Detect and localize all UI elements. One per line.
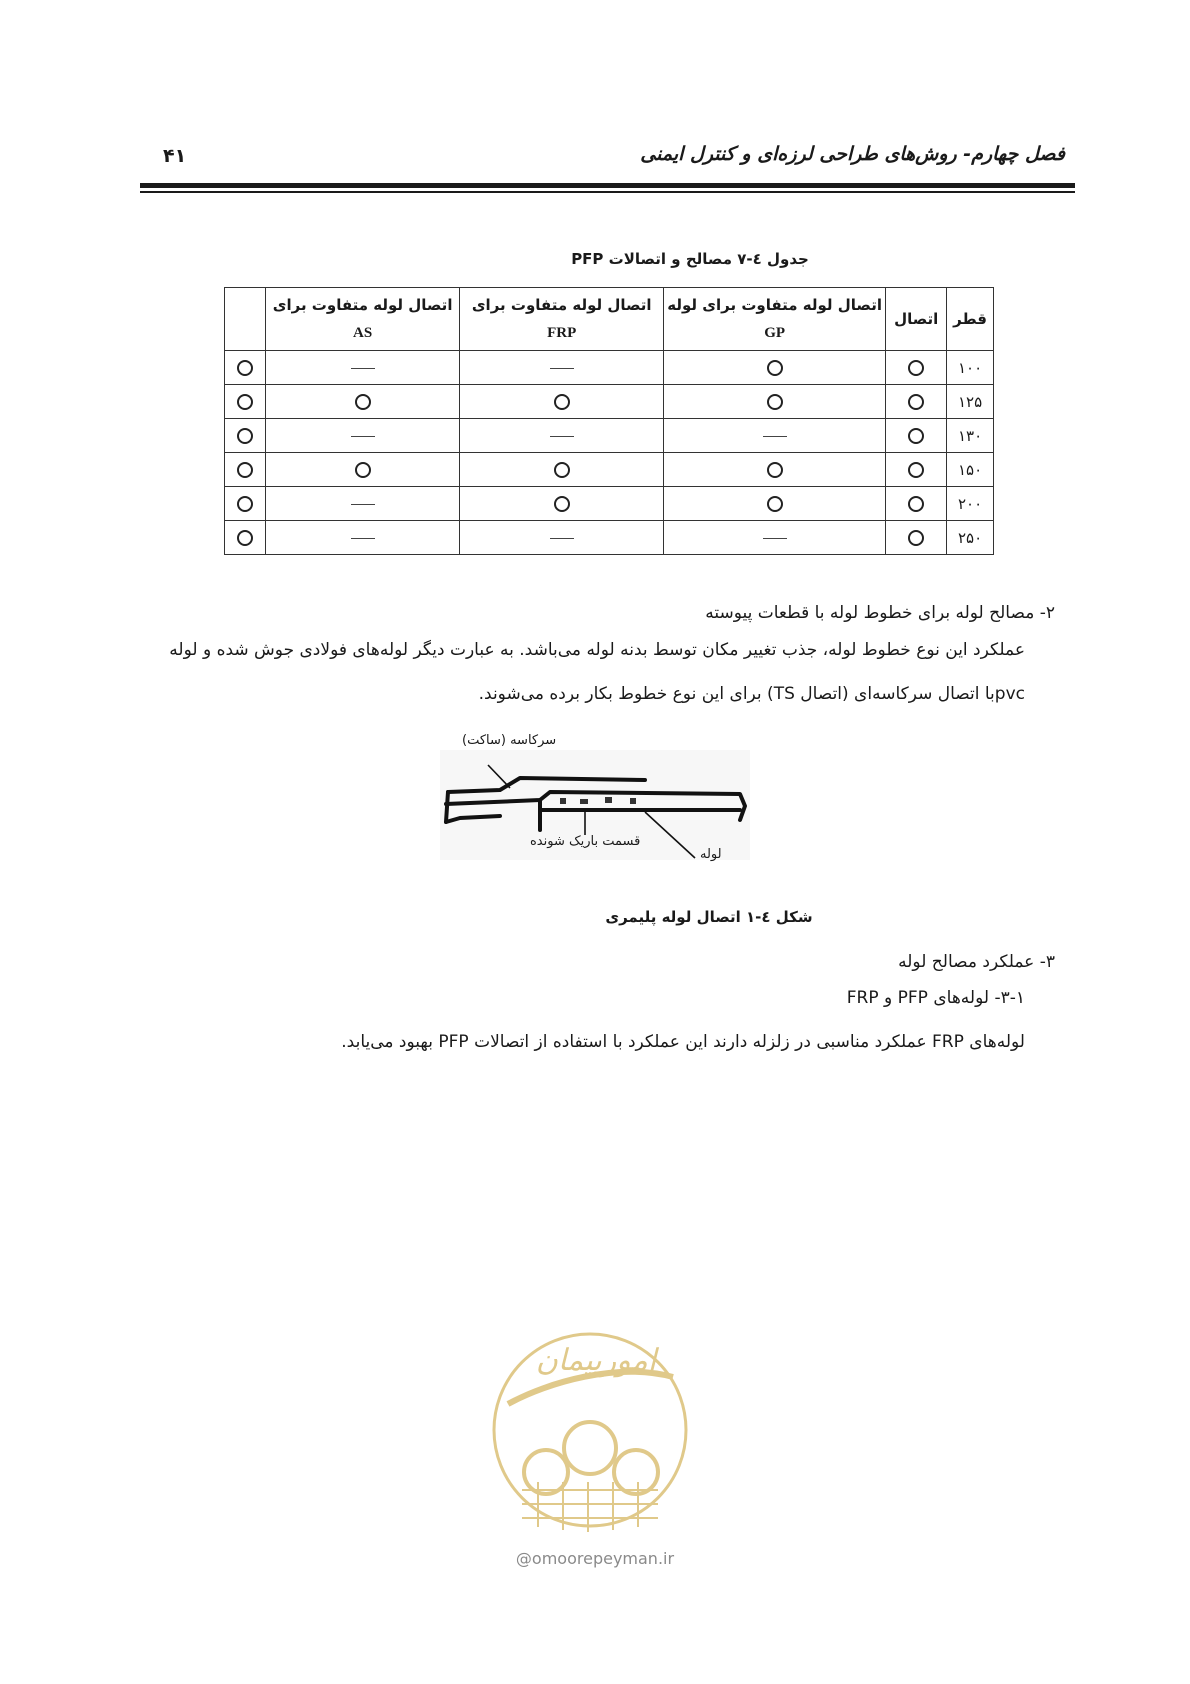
hatch-mark xyxy=(630,798,636,804)
section3-heading: ۳- عملکرد مصالح لوله xyxy=(898,952,1055,972)
cell-mark xyxy=(663,351,885,385)
pipe-end-left xyxy=(446,792,448,822)
cell-mark xyxy=(663,419,885,453)
cell-mark xyxy=(225,351,266,385)
cell-mark xyxy=(225,487,266,521)
circle-mark-icon xyxy=(237,462,253,478)
table-header-row xyxy=(225,288,994,351)
cell-mark xyxy=(225,419,266,453)
header-rule-thin xyxy=(140,191,1075,193)
cell-diameter: ۲۵۰ xyxy=(947,521,994,555)
watermark-logo xyxy=(488,1322,692,1544)
dash-mark-icon xyxy=(550,436,574,437)
cell-mark xyxy=(460,419,664,453)
section2-body-line1: عملکرد این نوع خطوط لوله، جذب تغییر مکان توسط بدنه لوله می‌باشد. به عبارت دیگر لوله‌های فولادی جوش شده و لوله xyxy=(169,640,1025,660)
section3-subheading: ۳-۱- لوله‌های PFP و FRP xyxy=(846,988,1025,1008)
section3-body: لوله‌های FRP عملکرد مناسبی در زلزله دارند این عملکرد با استفاده از اتصالات PFP بهبود می‌یابد. xyxy=(341,1032,1025,1052)
header-diameter: قطر xyxy=(947,288,994,351)
circle-mark-icon xyxy=(237,428,253,444)
watermark-url: @omoorepeyman.ir xyxy=(515,1549,675,1568)
gear-icon xyxy=(564,1422,616,1474)
cell-mark xyxy=(265,351,460,385)
cell-diameter: ۱۵۰ xyxy=(947,453,994,487)
cell-mark xyxy=(886,385,947,419)
running-header-title: فصل چهارم- روش‌های طراحی لرزه‌ای و کنترل ایمنی xyxy=(640,143,1065,165)
cell-diameter: ۱۰۰ xyxy=(947,351,994,385)
dash-mark-icon xyxy=(351,436,375,437)
cell-mark xyxy=(663,453,885,487)
circle-mark-icon xyxy=(767,496,783,512)
circle-mark-icon xyxy=(355,462,371,478)
circle-mark-icon xyxy=(554,462,570,478)
page-number: ۴۱ xyxy=(163,145,187,167)
cell-mark xyxy=(663,487,885,521)
table-row xyxy=(225,419,994,453)
circle-mark-icon xyxy=(237,496,253,512)
hatch-mark xyxy=(580,799,588,804)
circle-mark-icon xyxy=(908,530,924,546)
circle-mark-icon xyxy=(355,394,371,410)
cell-mark xyxy=(886,453,947,487)
dash-mark-icon xyxy=(550,368,574,369)
table-row xyxy=(225,487,994,521)
cell-mark xyxy=(265,453,460,487)
dash-mark-icon xyxy=(351,504,375,505)
cell-diameter: ۱۳۰ xyxy=(947,419,994,453)
cell-mark xyxy=(460,385,664,419)
cell-mark xyxy=(265,487,460,521)
cell-mark xyxy=(663,385,885,419)
circle-mark-icon xyxy=(237,394,253,410)
hatch-mark xyxy=(605,797,612,803)
cell-mark xyxy=(225,521,266,555)
dash-mark-icon xyxy=(763,538,787,539)
section2-heading: ۲- مصالح لوله برای خطوط لوله با قطعات پیوسته xyxy=(705,603,1055,623)
circle-mark-icon xyxy=(554,394,570,410)
section2-body-line2: pvcبا اتصال سرکاسه‌ای (اتصال TS) برای این نوع خطوط بکار برده می‌شوند. xyxy=(478,684,1025,704)
dash-mark-icon xyxy=(550,538,574,539)
gear-icon xyxy=(524,1450,568,1494)
circle-mark-icon xyxy=(908,462,924,478)
header-joint: اتصال xyxy=(886,288,947,351)
circle-mark-icon xyxy=(767,462,783,478)
header-frp: اتصال لوله متفاوت برای FRP xyxy=(460,288,664,351)
circle-mark-icon xyxy=(237,360,253,376)
table-caption: جدول ٤-٧ مصالح و اتصالات PFP xyxy=(571,250,809,268)
cell-mark xyxy=(886,521,947,555)
circle-mark-icon xyxy=(237,530,253,546)
figure-label-socket: سرکاسه (ساکت) xyxy=(462,733,557,748)
cell-mark xyxy=(225,385,266,419)
table-row xyxy=(225,453,994,487)
cell-mark xyxy=(265,521,460,555)
table-row xyxy=(225,351,994,385)
dash-mark-icon xyxy=(351,538,375,539)
dash-mark-icon xyxy=(351,368,375,369)
header-gp: اتصال لوله متفاوت برای لوله GP xyxy=(663,288,885,351)
figure-caption: شکل ٤-۱ اتصال لوله پلیمری xyxy=(605,908,813,926)
dash-mark-icon xyxy=(763,436,787,437)
circle-mark-icon xyxy=(554,496,570,512)
circle-mark-icon xyxy=(767,394,783,410)
cell-mark xyxy=(886,419,947,453)
header-rule-thick xyxy=(140,183,1075,188)
circle-mark-icon xyxy=(908,394,924,410)
cell-mark xyxy=(225,453,266,487)
cell-mark xyxy=(663,521,885,555)
cell-diameter: ۲۰۰ xyxy=(947,487,994,521)
cell-mark xyxy=(265,419,460,453)
circle-mark-icon xyxy=(908,496,924,512)
cell-mark xyxy=(460,453,664,487)
cell-diameter: ۱۲۵ xyxy=(947,385,994,419)
cell-mark xyxy=(460,487,664,521)
logo-text: امورپیمان xyxy=(535,1343,657,1378)
cell-mark xyxy=(460,521,664,555)
figure-label-pipe: لوله xyxy=(700,847,722,862)
figure-label-narrow: قسمت باریک شونده xyxy=(530,834,641,849)
header-extra xyxy=(225,288,266,351)
table-row xyxy=(225,521,994,555)
hatch-mark xyxy=(560,798,566,804)
header-as: اتصال لوله متفاوت برای AS xyxy=(265,288,460,351)
gear-icon xyxy=(614,1450,658,1494)
cell-mark xyxy=(886,351,947,385)
cell-mark xyxy=(460,351,664,385)
materials-table xyxy=(224,287,994,555)
circle-mark-icon xyxy=(767,360,783,376)
cell-mark xyxy=(886,487,947,521)
table-row xyxy=(225,385,994,419)
circle-mark-icon xyxy=(908,360,924,376)
circle-mark-icon xyxy=(908,428,924,444)
cell-mark xyxy=(265,385,460,419)
